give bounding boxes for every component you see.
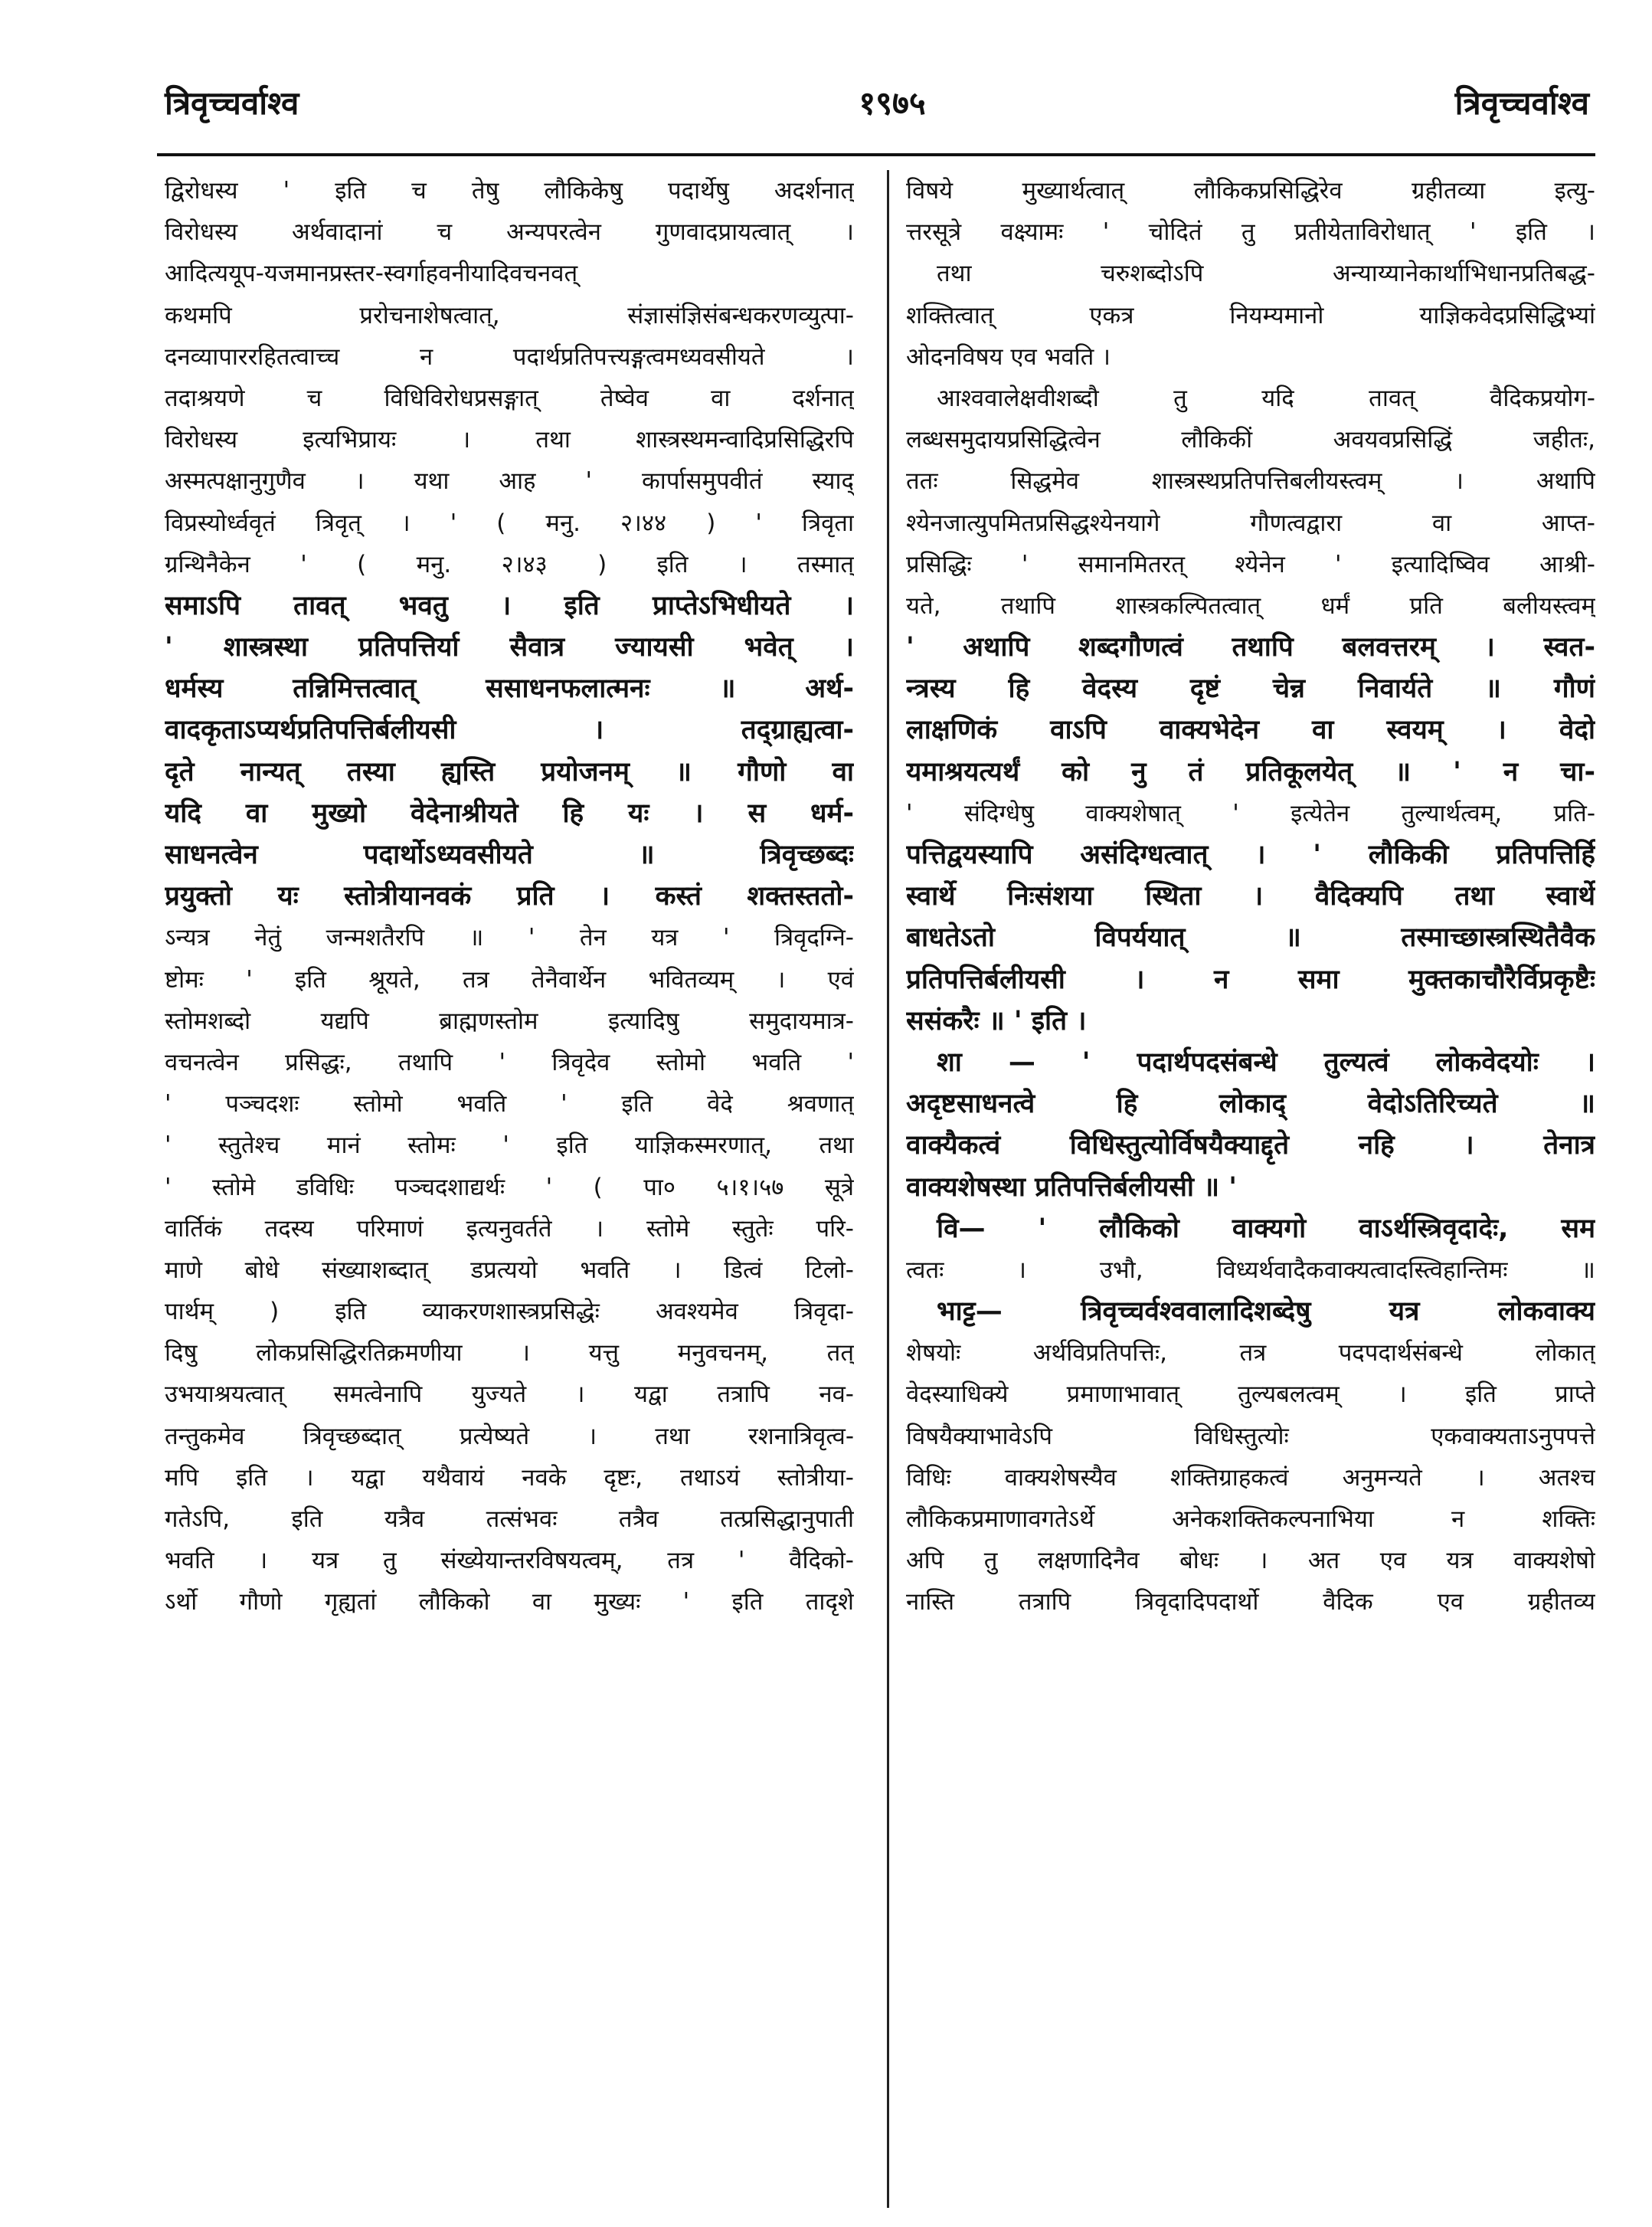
text-line: ततः सिद्धमेव शास्त्रस्थप्रतिपत्तिबलीयस्त्वम् । अथापि — [906, 467, 1595, 496]
text-line: ऽन्यत्र नेतुं जन्मशतैरपि ॥ ' तेन यत्र ' त्रिवृदग्नि- — [165, 924, 854, 952]
text-line: ' संदिग्धेषु वाक्यशेषात् ' इत्येतेन तुल्यार्थत्वम्, प्रति- — [906, 799, 1595, 827]
text-line: तन्तुकमेव त्रिवृच्छब्दात् प्रत्येष्यते । तथा रशनात्रिवृत्व- — [165, 1422, 854, 1450]
text-line: वादकृताऽप्यर्थप्रतिपत्तिर्बलीयसी । तद्ग्राह्यत्वा- — [165, 715, 854, 746]
text-line: स्वार्थे निःसंशया स्थिता । वैदिक्यपि तथा स्वार्थे — [906, 881, 1595, 912]
column-divider — [887, 170, 889, 2208]
text-line: द्विरोधस्य ' इति च तेषु लौकिकेषु पदार्थेषु अदर्शनात् — [165, 177, 854, 205]
text-line: प्रसिद्धिः ' समानमितरत् श्येनेन ' इत्यादिष्विव आश्री- — [906, 550, 1595, 578]
text-line: लब्धसमुदायप्रसिद्धित्वेन लौकिकीं अवयवप्रसिद्धिं जहीतः, — [906, 426, 1595, 454]
text-line: आदित्ययूप-यजमानप्रस्तर-स्वर्गाहवनीयादिवचनवत् — [165, 260, 578, 288]
text-line: शा — ' पदार्थपदसंबन्धे तुल्यत्वं लोकवेदयोः । — [937, 1046, 1595, 1078]
text-line: यते, तथापि शास्त्रकल्पितत्वात् धर्मं प्रति बलीयस्त्वम् — [906, 591, 1595, 620]
text-line: गतेऽपि, इति यत्रैव तत्संभवः तत्रैव तत्प्रसिद्धानुपाती — [165, 1505, 854, 1533]
left-column — [165, 170, 854, 2216]
text-line: यदि वा मुख्यो वेदेनाश्रीयते हि यः । स धर्म- — [165, 797, 854, 829]
text-line: ' पञ्चदशः स्तोमो भवति ' इति वेदे श्रवणात् — [165, 1090, 854, 1118]
text-line: दृते नान्यत् तस्या ह्यस्ति प्रयोजनम् ॥ गौणो वा — [165, 756, 854, 788]
text-line: न्त्रस्य हि वेदस्य दृष्टं चेन्न निवार्यते ॥ गौणं — [906, 673, 1595, 705]
text-line: विषये मुख्यार्थत्वात् लौकिकप्रसिद्धिरेव ग्रहीतव्या इत्यु- — [906, 177, 1595, 205]
text-line: उभयाश्रयत्वात् समत्वेनापि युज्यते । यद्वा तत्रापि नव- — [165, 1380, 854, 1409]
text-line: दनव्यापाररहितत्वाच्च न पदार्थप्रतिपत्त्यङ्गत्वमध्यवसीयते । — [165, 342, 854, 371]
text-line: ग्रन्थिनैकेन ' ( मनु. २।४३ ) इति । तस्मात् — [165, 550, 854, 578]
text-line: वि— ' लौकिको वाक्यगो वाऽर्थस्त्रिवृदादेः, सम — [937, 1213, 1595, 1244]
text-line: ' स्तुतेश्च मानं स्तोमः ' इति याज्ञिकस्मरणात्, तथा — [165, 1132, 854, 1160]
text-line: ष्टोमः ' इति श्रूयते, तत्र तेनैवार्थेन भवितव्यम् । एवं — [165, 965, 854, 994]
text-line: श्येनजात्युपमितप्रसिद्धश्येनयागे गौणत्वद्वारा वा आप्त- — [906, 509, 1595, 537]
text-line: लाक्षणिकं वाऽपि वाक्यभेदेन वा स्वयम् । वेदो — [906, 715, 1595, 746]
text-line: वाक्यैकत्वं विधिस्तुत्योर्विषयैक्याद्दृते नहि । तेनात्र — [906, 1130, 1595, 1161]
text-line: तथा चरुशब्दोऽपि अन्याय्यानेकार्थाभिधानप्रतिबद्ध- — [937, 260, 1595, 288]
text-line: त्तरसूत्रे वक्ष्यामः ' चोदितं तु प्रतीयेताविरोधात् ' इति । — [906, 218, 1595, 247]
text-line: पत्तिद्वयस्यापि असंदिग्धत्वात् । ' लौकिकी प्रतिपत्तिर्हि — [906, 840, 1595, 870]
text-line: वाक्यशेषस्था प्रतिपत्तिर्बलीयसी ॥ ' — [906, 1171, 1238, 1203]
text-line: नास्ति तत्रापि त्रिवृदादिपदार्थो वैदिक एव ग्रहीतव्य — [906, 1588, 1595, 1616]
text-line: अपि तु लक्षणादिनैव बोधः । अत एव यत्र वाक्यशेषो — [906, 1547, 1595, 1575]
text-line: ' अथापि शब्दगौणत्वं तथापि बलवत्तरम् । स्वत- — [906, 632, 1595, 663]
text-line: ' शास्त्रस्था प्रतिपत्तिर्या सैवात्र ज्यायसी भवेत् । — [165, 632, 854, 663]
text-line: ऽर्थो गौणो गृह्यतां लौकिको वा मुख्यः ' इति तादृशे — [165, 1588, 854, 1616]
text-line: दिषु लोकप्रसिद्धिरतिक्रमणीया । यत्तु मनुवचनम्, तत् — [165, 1339, 854, 1367]
text-line: भवति । यत्र तु संख्येयान्तरविषयत्वम्, तत्र ' वैदिको- — [165, 1547, 854, 1575]
text-line: प्रयुक्तो यः स्तोत्रीयानवकं प्रति । कस्तं शक्तस्ततो- — [165, 881, 854, 912]
text-line: आश्ववालेक्षवीशब्दौ तु यदि तावत् वैदिकप्रयोग- — [937, 384, 1595, 412]
page-number: १९७५ — [859, 84, 926, 122]
text-line: विरोधस्य अर्थवादानां च अन्यपरत्वेन गुणवादप्रायत्वात् । — [165, 218, 854, 247]
text-line: स्तोमशब्दो यद्यपि ब्राह्मणस्तोम इत्यादिषु समुदायमात्र- — [165, 1007, 854, 1035]
text-line: यमाश्रयत्यर्थं को नु तं प्रतिकूलयेत् ॥ ' न चा- — [906, 756, 1595, 788]
text-line: लौकिकप्रमाणावगतेऽर्थे अनेकशक्तिकल्पनाभिया न शक्तिः — [906, 1505, 1595, 1533]
text-line: माणे बोधे संख्याशब्दात् डप्रत्ययो भवति । डित्वं टिलो- — [165, 1256, 854, 1284]
text-line: वार्तिकं तदस्य परिमाणं इत्यनुवर्तते । स्तोमे स्तुतेः परि- — [165, 1214, 854, 1243]
text-line: विषयैक्याभावेऽपि विधिस्तुत्योः एकवाक्यताऽनुपपत्ते — [906, 1422, 1595, 1450]
text-line: साधनत्वेन पदार्थोऽध्यवसीयते ॥ त्रिवृच्छब्दः — [165, 840, 854, 870]
right-column — [906, 170, 1595, 2216]
text-line: विधिः वाक्यशेषस्यैव शक्तिग्राहकत्वं अनुमन्यते । अतश्च — [906, 1463, 1595, 1492]
text-line: ओदनविषय एव भवति । — [906, 342, 1111, 371]
text-line: कथमपि प्ररोचनाशेषत्वात्, संज्ञासंज्ञिसंबन्धकरणव्युत्पा- — [165, 301, 854, 329]
running-header — [165, 73, 1589, 134]
text-line: धर्मस्य तन्निमित्तत्वात् ससाधनफलात्मनः ॥ अर्थ- — [165, 673, 854, 705]
text-line: मपि इति । यद्वा यथैवायं नवके दृष्टः, तथाऽयं स्तोत्रीया- — [165, 1463, 854, 1492]
text-line: त्वतः । उभौ, विध्यर्थवादैकवाक्यत्वादस्त्विहान्तिमः ॥ — [906, 1256, 1595, 1284]
header-left-title: त्रिवृच्चर्वाश्व — [165, 84, 299, 122]
header-rule — [157, 153, 1595, 156]
text-line: अस्मत्पक्षानुगुणैव । यथा आह ' कार्पासमुपवीतं स्याद् — [165, 467, 854, 496]
header-right-title: त्रिवृच्चर्वाश्व — [1454, 84, 1589, 122]
text-line: भाट्ट— त्रिवृच्चर्वश्ववालादिशब्देषु यत्र लोकवाक्य — [937, 1296, 1595, 1328]
text-line: शक्तित्वात् एकत्र नियम्यमानो याज्ञिकवेदप्रसिद्धिभ्यां — [906, 301, 1595, 329]
text-line: ससंकरैः ॥ ' इति । — [906, 1005, 1087, 1037]
text-line: समाऽपि तावत् भवतु । इति प्राप्तेऽभिधीयते । — [165, 590, 854, 621]
text-line: प्रतिपत्तिर्बलीयसी । न समा मुक्तकाचौरैर्विप्रकृष्टैः — [906, 964, 1595, 995]
text-line: विरोधस्य इत्यभिप्रायः । तथा शास्त्रस्थमन्वादिप्रसिद्धिरपि — [165, 426, 854, 454]
text-line: पार्थम् ) इति व्याकरणशास्त्रप्रसिद्धेः अवश्यमेव त्रिवृदा- — [165, 1298, 854, 1326]
text-line: वेदस्याधिक्ये प्रमाणाभावात् तुल्यबलत्वम् । इति प्राप्ते — [906, 1380, 1595, 1409]
text-line: ' स्तोमे डविधिः पञ्चदशाद्यर्थः ' ( पा० ५।१।५७ सूत्रे — [165, 1173, 854, 1201]
text-line: तदाश्रयणे च विधिविरोधप्रसङ्गात् तेष्वेव वा दर्शनात् — [165, 384, 854, 412]
text-line: वचनत्वेन प्रसिद्धः, तथापि ' त्रिवृदेव स्तोमो भवति ' — [165, 1048, 854, 1076]
text-line: विप्रस्योर्ध्ववृतं त्रिवृत् । ' ( मनु. २।४४ ) ' त्रिवृता — [165, 509, 854, 537]
text-line: बाधतेऽतो विपर्ययात् ॥ तस्माच्छास्त्रस्थितैवैक — [906, 922, 1595, 954]
text-line: शेषयोः अर्थविप्रतिपत्तिः, तत्र पदपदार्थसंबन्धे लोकात् — [906, 1339, 1595, 1367]
text-line: अदृष्टसाधनत्वे हि लोकाद् वेदोऽतिरिच्यते ॥ — [906, 1089, 1595, 1120]
